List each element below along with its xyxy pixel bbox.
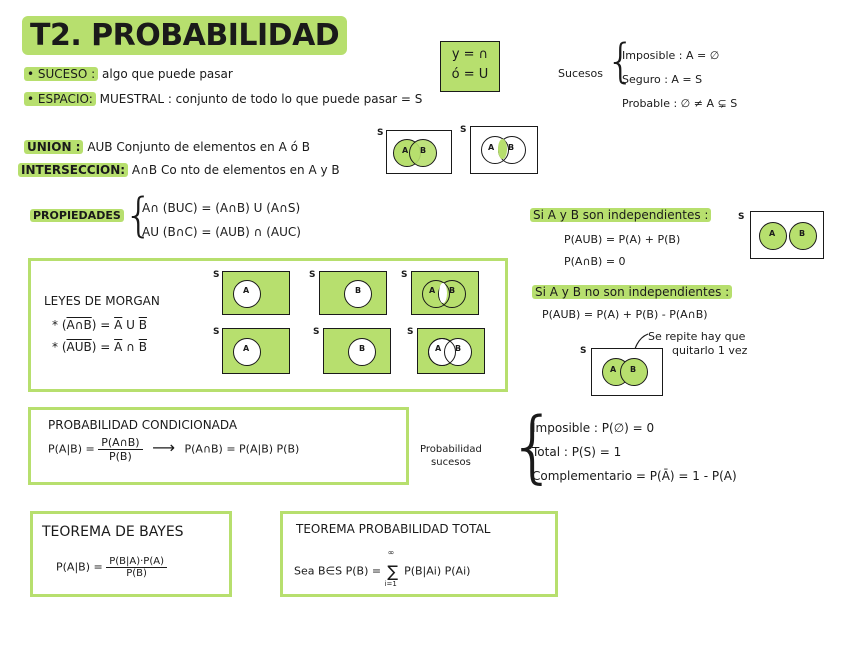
venn-noindep-a: A [610, 365, 617, 374]
total-formula [294, 548, 471, 588]
prob-sucesos-list [532, 416, 737, 488]
sucesos-label: Sucesos [558, 67, 603, 80]
condicionada-num: P(A∩B) [98, 436, 142, 450]
venn-morgan-not-b-2 [323, 328, 391, 374]
morgan-l2-op: ∩ [122, 340, 139, 354]
total-pre: Sea B∈S P(B) = [294, 564, 382, 578]
bayes-fraction [106, 556, 167, 579]
total-sum [384, 548, 401, 588]
morgan-v2-s: S [309, 270, 316, 280]
venn-inter-b: B [508, 143, 515, 152]
venn-morgan-not-b-label: B [355, 286, 362, 295]
venn-morgan-not-b [319, 271, 387, 315]
suceso-definition [24, 67, 233, 81]
morgan-v1-s: S [213, 270, 220, 280]
bayes-lhs: P(A|B) = [56, 560, 103, 574]
bayes-num: P(B|A)·P(A) [106, 556, 167, 568]
condicionada-arrow: ⟶ [152, 437, 175, 457]
propiedades-brace: { [124, 188, 154, 242]
condicionada-formula [48, 436, 299, 463]
suceso-label: • SUCESO : [24, 67, 98, 81]
propiedad-2: AU (B∩C) = (AUB) ∩ (AUC) [142, 225, 301, 239]
morgan-law-2 [52, 340, 147, 354]
morgan-l2-rhs-b: $\overline{B}$ [138, 340, 147, 354]
morgan-title: LEYES DE MORGAN [44, 294, 160, 308]
venn-union-s: S [377, 128, 384, 138]
prob-sucesos-complementario: Complementario = P(Ā) = 1 - P(A) [532, 469, 737, 483]
union-label: UNION : [24, 140, 83, 154]
sucesos-seguro: Seguro : A = S [622, 73, 703, 86]
venn-morgan-not-b-2-label: B [359, 344, 366, 353]
venn-indep-s: S [738, 212, 745, 222]
propiedades-label: PROPIEDADES [30, 209, 124, 222]
total-title: TEOREMA PROBABILIDAD TOTAL [296, 522, 491, 536]
venn-union-a: A [402, 146, 409, 155]
venn-interseccion [470, 126, 538, 174]
venn-inter-overlap [498, 139, 507, 159]
morgan-l1-mid: ) = [91, 318, 115, 332]
morgan-l1-rhs-b: $\overline{B}$ [138, 318, 147, 332]
independientes-formulas [564, 229, 680, 273]
interseccion-text: A∩B Co nto de elementos en A y B [131, 163, 340, 177]
venn-union-b: B [420, 146, 427, 155]
sucesos-imposible: Imposible : A = ∅ [622, 49, 720, 62]
venn-morgan-not-a-2 [222, 328, 290, 374]
independientes-f1: P(AUB) = P(A) + P(B) [564, 233, 681, 246]
condicionada-den: P(B) [109, 450, 132, 463]
suceso-text: algo que puede pasar [102, 67, 233, 81]
venn-inter-s: S [460, 125, 467, 135]
total-sigma: ∑ [387, 562, 398, 581]
morgan-l1-over: A∩B [66, 318, 92, 332]
independientes-f2: P(A∩B) = 0 [564, 255, 626, 268]
venn-morgan-cu-b: B [455, 344, 462, 353]
morgan-v3-s: S [401, 270, 408, 280]
condicionada-fraction [98, 436, 142, 463]
morgan-l1-prefix: * ( [52, 318, 67, 332]
union-text: AUB Conjunto de elementos en A ó B [87, 140, 311, 154]
prob-sucesos-label-2: sucesos [431, 457, 471, 468]
venn-indep-b: B [799, 229, 806, 238]
bayes-den: P(B) [126, 568, 147, 579]
total-sup: ∞ [387, 548, 395, 557]
venn-morgan-not-a-2-label: A [243, 344, 250, 353]
venn-noindep-s: S [580, 346, 587, 356]
morgan-v5-s: S [313, 327, 320, 337]
bayes-formula [56, 556, 167, 579]
note-line-1: Se repite hay que [648, 330, 746, 343]
venn-morgan-cu-outline-a [428, 338, 456, 366]
venn-morgan-comp-intersection [411, 271, 479, 315]
independientes-label: Si A y B son independientes : [530, 208, 711, 222]
venn-independientes [750, 211, 824, 259]
morgan-l2-mid: ) = [91, 340, 115, 354]
bayes-title: TEOREMA DE BAYES [42, 524, 184, 540]
venn-morgan-comp-union [417, 328, 485, 374]
symbol-and: y = ∩ [451, 47, 489, 62]
morgan-l2-prefix: * ( [52, 340, 67, 354]
espacio-text: MUESTRAL : conjunto de todo lo que puede pasar = S [99, 92, 423, 106]
symbols-box [440, 41, 500, 92]
venn-morgan-ci-overlap [439, 283, 447, 303]
note-line-2: quitarlo 1 vez [672, 344, 748, 357]
venn-morgan-cu-a: A [435, 344, 442, 353]
total-post: P(B|Ai) P(Ai) [404, 564, 471, 578]
venn-inter-a: A [488, 143, 495, 152]
no-independientes-f1: P(AUB) = P(A) + P(B) - P(A∩B) [542, 308, 708, 321]
prob-sucesos-brace: { [508, 402, 558, 492]
morgan-l2-over: $\overline{AUB}$ [66, 340, 92, 354]
espacio-label: • ESPACIO: [24, 92, 96, 106]
interseccion-definition [18, 163, 340, 177]
venn-morgan-not-a [222, 271, 290, 315]
prob-sucesos-label-1: Probabilidad [420, 444, 482, 455]
venn-morgan-ci-a: A [429, 286, 436, 295]
no-independientes-label-wrap [532, 285, 732, 299]
propiedades-list [142, 196, 301, 244]
morgan-l2-rhs-a: $\overline{A}$ [114, 340, 123, 354]
venn-no-independientes [591, 348, 663, 396]
sucesos-probable: Probable : ∅ ≠ A ⊊ S [622, 97, 738, 110]
venn-morgan-not-a-label: A [243, 286, 250, 295]
morgan-l1-op: U [122, 318, 139, 332]
propiedad-1: A∩ (BUC) = (A∩B) U (A∩S) [142, 201, 301, 215]
venn-morgan-ci-b: B [449, 286, 456, 295]
prob-sucesos-label [420, 443, 482, 469]
interseccion-label: INTERSECCION: [18, 163, 128, 177]
condicionada-title: PROBABILIDAD CONDICIONADA [48, 418, 238, 432]
page-title: T2. PROBABILIDAD [22, 16, 347, 55]
no-independientes-label: Si A y B no son independientes : [532, 285, 732, 299]
morgan-law-1 [52, 318, 147, 332]
condicionada-rhs: P(A∩B) = P(A|B) P(B) [184, 442, 300, 456]
independientes-label-wrap [530, 208, 711, 222]
sucesos-list [622, 44, 737, 116]
morgan-l1-rhs-a: $\overline{A}$ [114, 318, 123, 332]
morgan-v4-s: S [213, 327, 220, 337]
venn-noindep-b: B [630, 365, 637, 374]
total-sub: i=1 [384, 580, 397, 588]
union-definition [24, 140, 310, 154]
venn-union [386, 130, 452, 174]
espacio-definition [24, 92, 422, 106]
prob-sucesos-total: Total : P(S) = 1 [532, 445, 622, 459]
condicionada-lhs: P(A|B) = [48, 442, 95, 456]
propiedades-label-wrap [30, 209, 124, 222]
venn-indep-a: A [769, 229, 776, 238]
morgan-v6-s: S [407, 327, 414, 337]
sucesos-brace: { [606, 34, 636, 88]
symbol-or: ó = U [451, 67, 489, 82]
prob-sucesos-imposible: Imposible : P(∅) = 0 [532, 421, 655, 435]
